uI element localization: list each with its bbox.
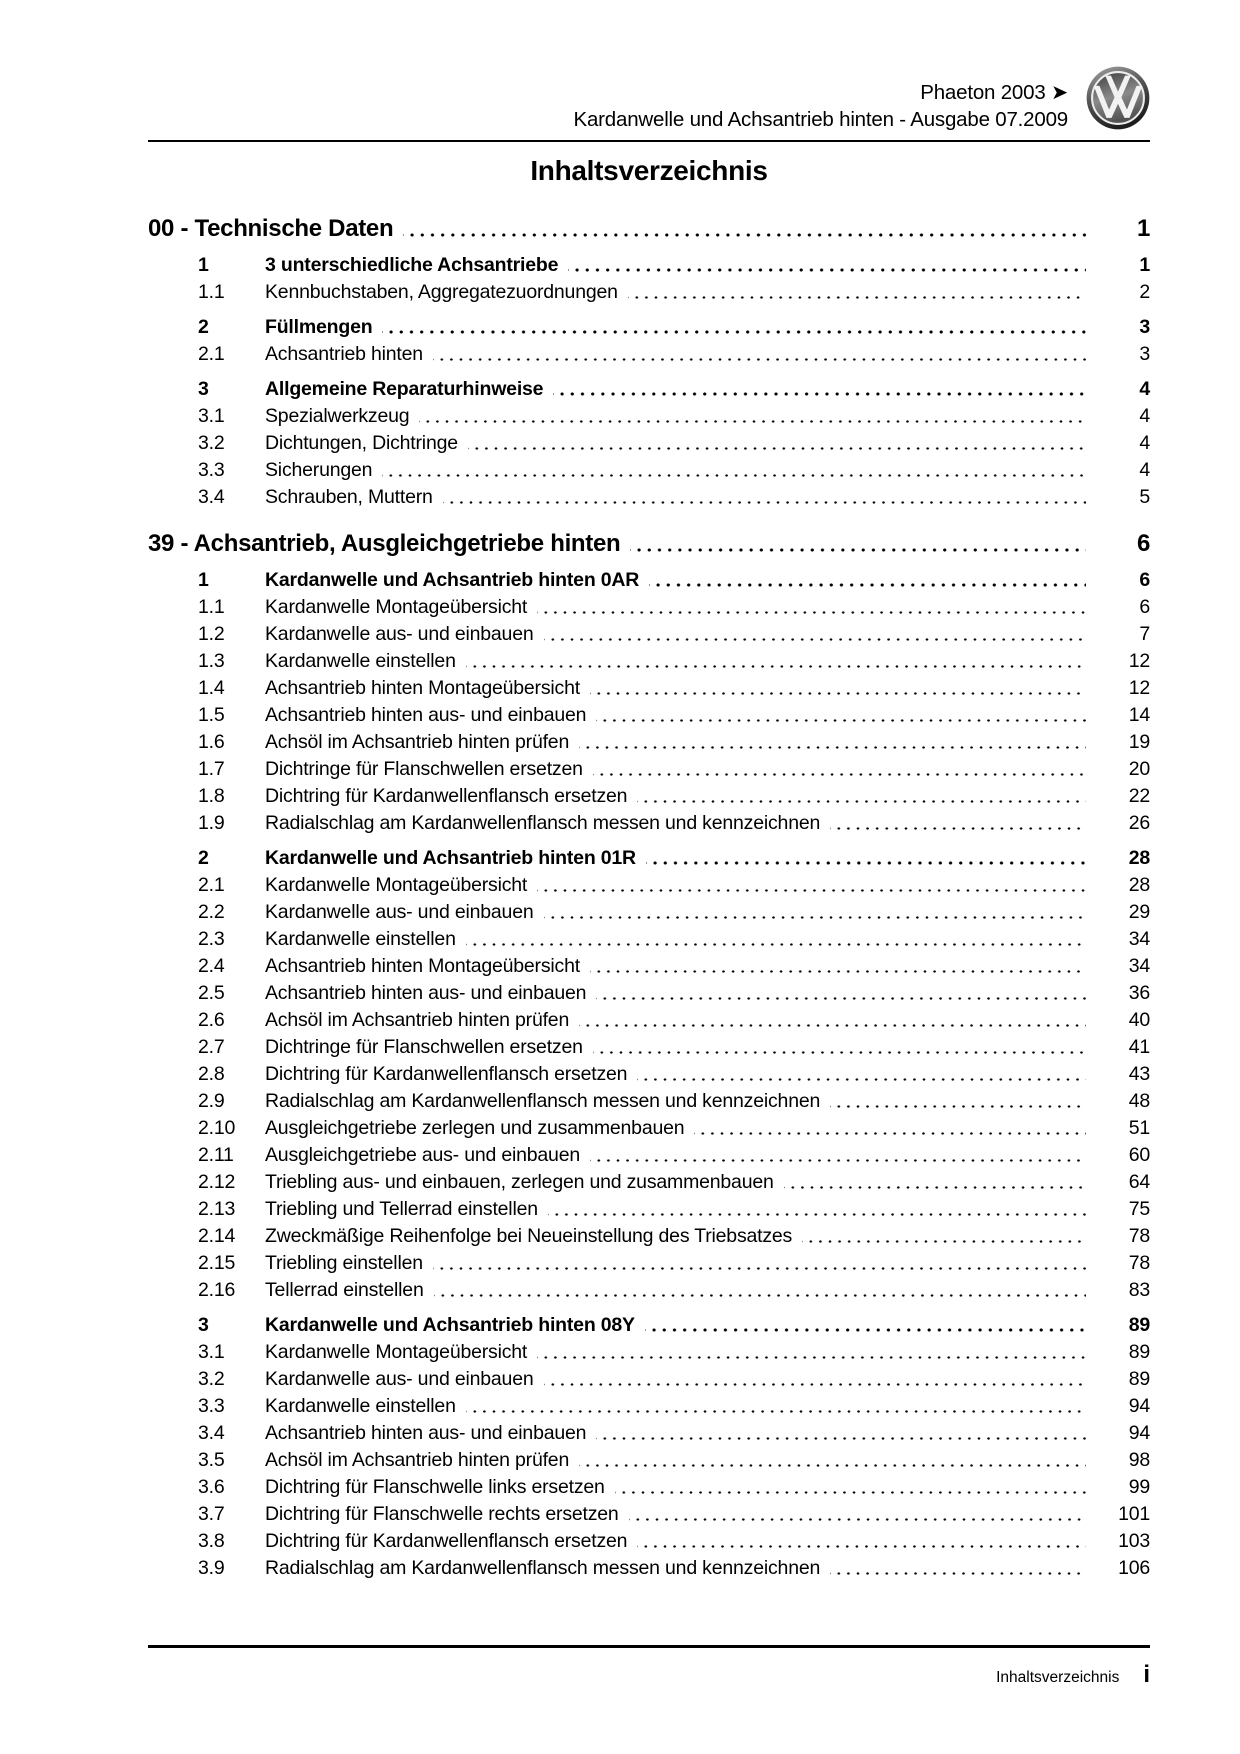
toc-entry-row	[148, 783, 1150, 810]
toc-entry-number: 1.5	[198, 704, 225, 726]
toc-entry-row	[148, 430, 1150, 457]
toc-entry-title: Dichtring für Kardanwellenflansch ersetzen	[265, 1063, 628, 1085]
toc-entry-row	[148, 1115, 1150, 1142]
toc-entry-page: 78	[1128, 1225, 1150, 1247]
toc-entry-title: Kardanwelle und Achsantrieb hinten 0AR	[265, 569, 640, 591]
toc-entry-number: 1.1	[198, 596, 225, 618]
toc-entry-number: 3.3	[198, 1395, 225, 1417]
header-model-line: Phaeton 2003 ➤	[920, 81, 1068, 104]
toc-entry-title: Kardanwelle einstellen	[265, 1395, 456, 1417]
toc-chapter-page: 1	[1136, 215, 1150, 242]
dot-leader	[548, 1196, 1086, 1223]
toc-entry-number: 2.13	[198, 1198, 236, 1220]
toc-entry-title: Achsöl im Achsantrieb hinten prüfen	[265, 1009, 570, 1031]
toc-entry-number: 2.5	[198, 982, 225, 1004]
toc-entry-number: 3.7	[198, 1503, 225, 1525]
toc-entry-row	[148, 341, 1150, 368]
toc-entry-title: Dichtring für Flanschwelle links ersetzen	[265, 1476, 605, 1498]
toc-entry-title: Triebling einstellen	[265, 1252, 423, 1274]
toc-entry-row	[148, 1528, 1150, 1555]
dot-leader	[593, 756, 1086, 783]
toc-entry-number: 1	[198, 569, 209, 591]
toc-entry-number: 2.4	[198, 955, 225, 977]
toc-entry-title: Achsantrieb hinten Montageübersicht	[265, 955, 580, 977]
dot-leader	[784, 1169, 1086, 1196]
dot-leader	[382, 314, 1086, 341]
dot-leader	[537, 594, 1086, 621]
dot-leader	[466, 926, 1086, 953]
toc-entry-number: 3.4	[198, 486, 225, 508]
dot-leader	[802, 1223, 1086, 1250]
dot-leader	[466, 1393, 1086, 1420]
toc-entry-number: 2.10	[198, 1117, 236, 1139]
toc-entry-page: 60	[1128, 1144, 1150, 1166]
toc-entry-title: Ausgleichgetriebe zerlegen und zusammenbauen	[265, 1117, 685, 1139]
toc-entry-page: 28	[1128, 847, 1150, 869]
dot-leader	[537, 872, 1086, 899]
toc-entry-page: 12	[1128, 677, 1150, 699]
toc-entry-title: Achsantrieb hinten aus- und einbauen	[265, 982, 587, 1004]
toc-entry-title: Allgemeine Reparaturhinweise	[265, 378, 544, 400]
toc-entry-title: Dichtring für Kardanwellenflansch ersetzen	[265, 785, 628, 807]
toc-entry-row	[148, 872, 1150, 899]
toc-entry-row	[148, 1034, 1150, 1061]
toc-entry-row	[148, 1366, 1150, 1393]
toc-entry-row	[148, 1447, 1150, 1474]
toc-entry-page: 29	[1128, 901, 1150, 923]
toc-entry-page: 94	[1128, 1395, 1150, 1417]
toc-entry-row	[148, 1007, 1150, 1034]
toc-entry-title: Kardanwelle Montageübersicht	[265, 596, 528, 618]
toc-entry-page: 75	[1128, 1198, 1150, 1220]
toc-list	[148, 213, 1150, 1582]
toc-entry-page: 3	[1139, 343, 1150, 365]
dot-leader	[596, 980, 1086, 1007]
toc-entry-row	[148, 376, 1150, 403]
dot-leader	[419, 403, 1086, 430]
toc-entry-number: 3.4	[198, 1422, 225, 1444]
toc-entry-page: 34	[1128, 928, 1150, 950]
page-footer	[148, 1645, 1150, 1689]
toc-entry-row	[148, 810, 1150, 837]
toc-entry-title: Zweckmäßige Reihenfolge bei Neueinstellung des Triebsatzes	[265, 1225, 793, 1247]
toc-entry-row	[148, 484, 1150, 511]
toc-entry-number: 2.14	[198, 1225, 236, 1247]
dot-leader	[637, 1061, 1086, 1088]
toc-entry-row	[148, 1169, 1150, 1196]
toc-entry-page: 28	[1128, 874, 1150, 896]
dot-leader	[579, 729, 1086, 756]
dot-leader	[630, 528, 1086, 559]
toc-entry-page: 99	[1128, 1476, 1150, 1498]
dot-leader	[830, 810, 1086, 837]
dot-leader	[646, 845, 1086, 872]
toc-entry-title: Kardanwelle Montageübersicht	[265, 874, 528, 896]
dot-leader	[830, 1088, 1086, 1115]
toc-entry-page: 83	[1128, 1279, 1150, 1301]
vw-logo-icon	[1086, 66, 1150, 130]
toc-entry-row	[148, 729, 1150, 756]
toc-entry-title: Achsantrieb hinten aus- und einbauen	[265, 704, 587, 726]
dot-leader	[694, 1115, 1086, 1142]
toc-entry-page: 26	[1128, 812, 1150, 834]
dot-leader	[645, 1312, 1086, 1339]
dot-leader	[544, 1366, 1087, 1393]
toc-entry-page: 98	[1128, 1449, 1150, 1471]
toc-entry-page: 40	[1128, 1009, 1150, 1031]
toc-entry-number: 1	[198, 254, 209, 276]
toc-entry-page: 101	[1118, 1503, 1150, 1525]
page-title: Inhaltsverzeichnis	[530, 155, 768, 186]
toc-entry-row	[148, 1393, 1150, 1420]
toc-chapter-heading	[148, 213, 1150, 244]
toc-entry-row	[148, 1312, 1150, 1339]
toc-entry-number: 1.6	[198, 731, 225, 753]
toc-entry-row	[148, 1061, 1150, 1088]
toc-entry-number: 1.1	[198, 281, 225, 303]
toc-entry-page: 4	[1139, 405, 1150, 427]
toc-entry-page: 106	[1118, 1557, 1150, 1579]
toc-entry-number: 3.8	[198, 1530, 225, 1552]
toc-entry-number: 3.1	[198, 1341, 225, 1363]
toc-entry-number: 3.9	[198, 1557, 225, 1579]
dot-leader	[596, 702, 1086, 729]
header-text-block	[573, 79, 1068, 133]
toc-entry-title: Kardanwelle aus- und einbauen	[265, 623, 534, 645]
toc-entry-title: Kardanwelle aus- und einbauen	[265, 901, 534, 923]
toc-entry-title: Achsantrieb hinten aus- und einbauen	[265, 1422, 587, 1444]
toc-chapter-label: 39 - Achsantrieb, Ausgleichgetriebe hinten	[148, 530, 621, 557]
toc-entry-number: 2.11	[198, 1144, 234, 1166]
toc-entry-page: 4	[1139, 378, 1150, 400]
toc-entry-row	[148, 1277, 1150, 1304]
toc-entry-page: 94	[1128, 1422, 1150, 1444]
dot-leader	[433, 341, 1086, 368]
toc-entry-title: Radialschlag am Kardanwellenflansch messen und kennzeichnen	[265, 1090, 821, 1112]
footer-section-label: Inhaltsverzeichnis	[996, 1669, 1120, 1686]
toc-entry-title: Achsantrieb hinten	[265, 343, 423, 365]
toc-entry-row	[148, 675, 1150, 702]
toc-entry-page: 89	[1128, 1314, 1150, 1336]
toc-entry-row	[148, 567, 1150, 594]
toc-entry-title: Spezialwerkzeug	[265, 405, 410, 427]
dot-leader	[466, 648, 1086, 675]
toc-entry-title: Dichtringe für Flanschwellen ersetzen	[265, 1036, 583, 1058]
toc-entry-title: 3 unterschiedliche Achsantriebe	[265, 254, 559, 276]
toc-entry-page: 7	[1139, 623, 1150, 645]
toc-entry-page: 3	[1139, 316, 1150, 338]
toc-entry-row	[148, 845, 1150, 872]
toc-entry-row	[148, 1474, 1150, 1501]
toc-entry-row	[148, 1088, 1150, 1115]
toc-entry-number: 1.7	[198, 758, 225, 780]
toc-entry-number: 2.3	[198, 928, 225, 950]
toc-entry-page: 14	[1128, 704, 1150, 726]
toc-entry-number: 3.2	[198, 432, 225, 454]
toc-entry-title: Sicherungen	[265, 459, 373, 481]
toc-entry-title: Dichtring für Kardanwellenflansch ersetzen	[265, 1530, 628, 1552]
toc-entry-title: Dichtungen, Dichtringe	[265, 432, 458, 454]
toc-entry-number: 2.12	[198, 1171, 236, 1193]
toc-entry-page: 103	[1118, 1530, 1150, 1552]
toc-entry-number: 2.8	[198, 1063, 225, 1085]
dot-leader	[596, 1420, 1086, 1447]
toc-entry-title: Triebling aus- und einbauen, zerlegen und zusammenbauen	[265, 1171, 774, 1193]
toc-entry-number: 2.6	[198, 1009, 225, 1031]
dot-leader	[637, 783, 1086, 810]
toc-entry-number: 2.1	[198, 874, 225, 896]
toc-entry-number: 2.16	[198, 1279, 236, 1301]
toc-entry-row	[148, 1555, 1150, 1582]
toc-entry-title: Ausgleichgetriebe aus- und einbauen	[265, 1144, 580, 1166]
dot-leader	[579, 1007, 1086, 1034]
toc-entry-title: Achsöl im Achsantrieb hinten prüfen	[265, 1449, 570, 1471]
toc-entry-row	[148, 1223, 1150, 1250]
toc-entry-row	[148, 252, 1150, 279]
toc-entry-row	[148, 621, 1150, 648]
toc-entry-row	[148, 899, 1150, 926]
toc-entry-page: 2	[1139, 281, 1150, 303]
toc-entry-number: 3	[198, 378, 209, 400]
toc-entry-title: Kardanwelle und Achsantrieb hinten 08Y	[265, 1314, 635, 1336]
toc-entry-row	[148, 1339, 1150, 1366]
toc-entry-title: Achsöl im Achsantrieb hinten prüfen	[265, 731, 570, 753]
toc-entry-row	[148, 1250, 1150, 1277]
toc-entry-page: 12	[1128, 650, 1150, 672]
dot-leader	[537, 1339, 1086, 1366]
dot-leader	[433, 1250, 1086, 1277]
toc-entry-page: 43	[1128, 1063, 1150, 1085]
toc-entry-number: 2.2	[198, 901, 225, 923]
toc-entry-row	[148, 1196, 1150, 1223]
toc-entry-row	[148, 980, 1150, 1007]
toc-entry-page: 20	[1128, 758, 1150, 780]
toc-entry-title: Kardanwelle einstellen	[265, 928, 456, 950]
toc-entry-title: Triebling und Tellerrad einstellen	[265, 1198, 538, 1220]
toc-entry-number: 2	[198, 847, 209, 869]
dot-leader	[443, 484, 1086, 511]
toc-entry-row	[148, 403, 1150, 430]
toc-entry-row	[148, 1420, 1150, 1447]
toc-entry-title: Kennbuchstaben, Aggregatezuordnungen	[265, 281, 618, 303]
toc-entry-number: 3	[198, 1314, 209, 1336]
toc-entry-title: Dichtring für Flanschwelle rechts ersetzen	[265, 1503, 619, 1525]
toc-entry-row	[148, 702, 1150, 729]
toc-entry-title: Kardanwelle Montageübersicht	[265, 1341, 528, 1363]
toc-entry-number: 1.4	[198, 677, 225, 699]
dot-leader	[628, 279, 1086, 306]
dot-leader	[830, 1555, 1086, 1582]
toc-entry-page: 6	[1139, 596, 1150, 618]
toc-entry-title: Kardanwelle einstellen	[265, 650, 456, 672]
toc-entry-page: 1	[1139, 254, 1150, 276]
toc-entry-page: 6	[1139, 569, 1150, 591]
page-header	[148, 0, 1150, 142]
toc-entry-number: 2.7	[198, 1036, 225, 1058]
toc-entry-row	[148, 953, 1150, 980]
toc-entry-row	[148, 1142, 1150, 1169]
dot-leader	[649, 567, 1086, 594]
toc-entry-row	[148, 648, 1150, 675]
toc-entry-row	[148, 594, 1150, 621]
toc-entry-number: 2	[198, 316, 209, 338]
toc-entry-page: 78	[1128, 1252, 1150, 1274]
toc-entry-page: 34	[1128, 955, 1150, 977]
dot-leader	[544, 899, 1087, 926]
dot-leader	[579, 1447, 1086, 1474]
header-doc-line: Kardanwelle und Achsantrieb hinten - Ausgabe 07.2009	[573, 108, 1068, 131]
toc-entry-number: 2.15	[198, 1252, 236, 1274]
toc-chapter-heading	[148, 528, 1150, 559]
toc-entry-row	[148, 926, 1150, 953]
dot-leader	[553, 376, 1086, 403]
dot-leader	[590, 675, 1086, 702]
toc-entry-title: Dichtringe für Flanschwellen ersetzen	[265, 758, 583, 780]
toc-chapter-page: 6	[1136, 530, 1150, 557]
toc-entry-title: Füllmengen	[265, 316, 373, 338]
toc-entry-page: 41	[1128, 1036, 1150, 1058]
dot-leader	[629, 1501, 1086, 1528]
toc-entry-row	[148, 756, 1150, 783]
toc-entry-number: 1.8	[198, 785, 225, 807]
toc-entry-page: 4	[1139, 432, 1150, 454]
dot-leader	[403, 213, 1086, 244]
toc-entry-number: 3.5	[198, 1449, 225, 1471]
dot-leader	[590, 953, 1086, 980]
toc-entry-page: 22	[1128, 785, 1150, 807]
toc-entry-title: Kardanwelle aus- und einbauen	[265, 1368, 534, 1390]
toc-entry-number: 3.3	[198, 459, 225, 481]
toc-entry-page: 5	[1139, 486, 1150, 508]
toc-entry-page: 48	[1128, 1090, 1150, 1112]
toc-entry-title: Radialschlag am Kardanwellenflansch messen und kennzeichnen	[265, 1557, 821, 1579]
toc-entry-number: 1.2	[198, 623, 225, 645]
toc-entry-number: 3.6	[198, 1476, 225, 1498]
dot-leader	[468, 430, 1086, 457]
toc-entry-row	[148, 279, 1150, 306]
toc-entry-page: 51	[1128, 1117, 1150, 1139]
footer-page-number: i	[1143, 1661, 1150, 1688]
toc-entry-number: 1.9	[198, 812, 225, 834]
dot-leader	[382, 457, 1086, 484]
toc-entry-number: 2.9	[198, 1090, 225, 1112]
dot-leader	[590, 1142, 1086, 1169]
dot-leader	[615, 1474, 1086, 1501]
toc-chapter-label: 00 - Technische Daten	[148, 215, 394, 242]
toc-entry-number: 3.1	[198, 405, 225, 427]
toc-entry-page: 4	[1139, 459, 1150, 481]
toc-entry-title: Schrauben, Muttern	[265, 486, 433, 508]
toc-entry-page: 64	[1128, 1171, 1150, 1193]
toc-entry-page: 19	[1128, 731, 1150, 753]
dot-leader	[434, 1277, 1086, 1304]
toc-entry-title: Kardanwelle und Achsantrieb hinten 01R	[265, 847, 636, 869]
toc-entry-title: Radialschlag am Kardanwellenflansch messen und kennzeichnen	[265, 812, 821, 834]
toc-entry-page: 89	[1128, 1341, 1150, 1363]
dot-leader	[593, 1034, 1086, 1061]
dot-leader	[544, 621, 1087, 648]
toc-entry-number: 2.1	[198, 343, 225, 365]
toc-entry-row	[148, 314, 1150, 341]
dot-leader	[568, 252, 1086, 279]
dot-leader	[637, 1528, 1086, 1555]
toc-entry-row	[148, 457, 1150, 484]
toc-entry-row	[148, 1501, 1150, 1528]
toc-entry-page: 89	[1128, 1368, 1150, 1390]
toc-entry-page: 36	[1128, 982, 1150, 1004]
toc-entry-title: Tellerrad einstellen	[265, 1279, 424, 1301]
toc-entry-number: 1.3	[198, 650, 225, 672]
toc-entry-number: 3.2	[198, 1368, 225, 1390]
toc-entry-title: Achsantrieb hinten Montageübersicht	[265, 677, 580, 699]
